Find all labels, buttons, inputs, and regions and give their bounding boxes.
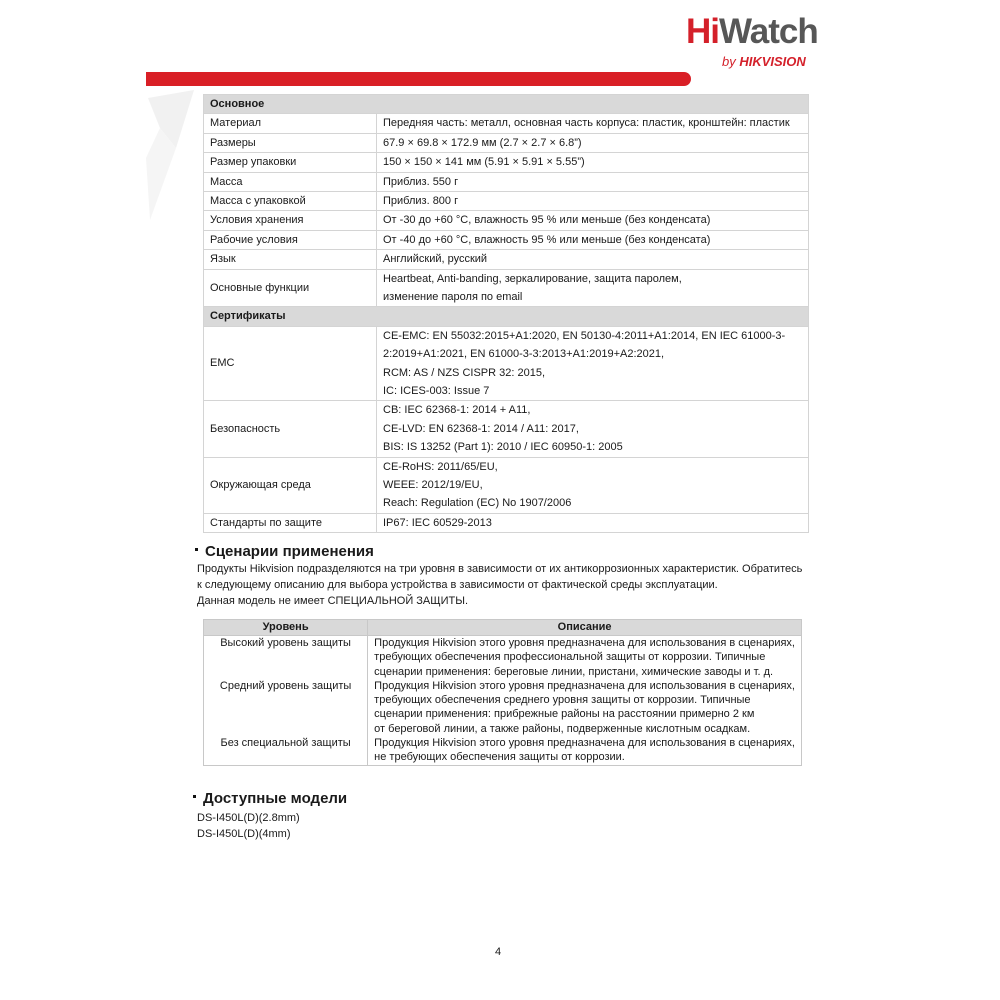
spec-label: Размеры	[204, 133, 377, 152]
spec-label: Размер упаковки	[204, 153, 377, 172]
levels-row	[204, 679, 802, 736]
spec-section-header	[204, 307, 809, 326]
spec-table	[203, 94, 809, 533]
level-name: Без специальной защиты	[204, 736, 368, 765]
intro-line: к следующему описанию для выбора устройства в зависимости от фактической среды эксплуатации.	[197, 579, 718, 591]
spec-section-title: Сертификаты	[204, 307, 809, 326]
spec-row	[204, 457, 809, 513]
spec-row	[204, 269, 809, 307]
spec-section-header	[204, 95, 809, 114]
spec-row	[204, 133, 809, 152]
spec-value: Английский, русский	[377, 250, 809, 269]
bullet-icon	[195, 548, 198, 551]
spec-value-line: Heartbeat, Anti-banding, зеркалирование, защита паролем,	[383, 272, 682, 285]
level-description: Продукция Hikvision этого уровня предназначена для использования в сценариях, требующих обеспечения профессиональной защиты от коррозии. Типичные сценарии применения: береговые линии, пристани, химические заводы и т. д.	[368, 636, 802, 679]
spec-value	[377, 401, 809, 457]
spec-value-line: BIS: IS 13252 (Part 1): 2010 / IEC 60950-1: 2005	[383, 441, 623, 454]
levels-header-row	[204, 620, 802, 636]
levels-col-level: Уровень	[204, 620, 368, 636]
models-heading: Доступные модели	[193, 791, 347, 806]
spec-value-line: IC: ICES-003: Issue 7	[383, 385, 490, 398]
level-name: Средний уровень защиты	[204, 679, 368, 736]
spec-value: От -30 до +60 °C, влажность 95 % или меньше (без конденсата)	[377, 211, 809, 230]
levels-col-description: Описание	[368, 620, 802, 636]
spec-value-line: CE-RoHS: 2011/65/EU,	[383, 460, 498, 473]
spec-value: От -40 до +60 °C, влажность 95 % или меньше (без конденсата)	[377, 230, 809, 249]
page-number: 4	[495, 946, 502, 958]
watermark-graphic	[146, 88, 206, 228]
hikvision-logo: by HIKVISION	[722, 54, 806, 69]
spec-row	[204, 172, 809, 191]
intro-line: Продукты Hikvision подразделяются на три уровня в зависимости от их антикоррозионных характеристик. Обратитесь	[197, 563, 803, 575]
spec-value-line: CE-LVD: EN 62368-1: 2014 / A11: 2017,	[383, 422, 579, 435]
spec-label: Безопасность	[204, 401, 377, 457]
spec-row	[204, 114, 809, 133]
spec-value: Приблиз. 800 г	[377, 192, 809, 211]
scenarios-intro	[197, 561, 802, 609]
spec-label: Материал	[204, 114, 377, 133]
spec-label: Стандарты по защите	[204, 513, 377, 532]
scenarios-heading: Сценарии применения	[195, 544, 374, 559]
level-description: Продукция Hikvision этого уровня предназначена для использования в сценариях, не требующих обеспечения защиты от коррозии.	[368, 736, 802, 765]
spec-row	[204, 192, 809, 211]
spec-value-line: WEEE: 2012/19/EU,	[383, 478, 483, 491]
spec-row	[204, 326, 809, 401]
spec-label: Масса	[204, 172, 377, 191]
spec-label: Условия хранения	[204, 211, 377, 230]
spec-row	[204, 153, 809, 172]
spec-row	[204, 230, 809, 249]
spec-label: Основные функции	[204, 269, 377, 307]
model-item: DS-I450L(D)(4mm)	[197, 828, 291, 840]
spec-value	[377, 326, 809, 401]
intro-line: Данная модель не имеет СПЕЦИАЛЬНОЙ ЗАЩИТЫ.	[197, 595, 469, 607]
protection-levels-table	[203, 619, 802, 766]
header-red-bar	[146, 72, 691, 86]
spec-row	[204, 401, 809, 457]
spec-value: 67.9 × 69.8 × 172.9 мм (2.7 × 2.7 × 6.8”)	[377, 133, 809, 152]
spec-label: Окружающая среда	[204, 457, 377, 513]
spec-section-title: Основное	[204, 95, 809, 114]
level-description: Продукция Hikvision этого уровня предназначена для использования в сценариях, требующих обеспечения среднего уровня защиты от коррозии. Типичные сценарии применения: прибрежные районы на расстоянии примерно 2 км от береговой линии, а также районы, подверженные кислотным осадкам.	[368, 679, 802, 736]
spec-label: EMC	[204, 326, 377, 401]
levels-row	[204, 736, 802, 765]
spec-value: Передняя часть: металл, основная часть корпуса: пластик, кронштейн: пластик	[377, 114, 809, 133]
levels-row	[204, 636, 802, 679]
spec-value	[377, 269, 809, 307]
bullet-icon	[193, 795, 196, 798]
spec-value-line: 2:2019+A1:2021, EN 61000-3-3:2013+A1:2019+A2:2021,	[383, 348, 665, 361]
spec-row	[204, 211, 809, 230]
spec-value: Приблиз. 550 г	[377, 172, 809, 191]
spec-value-line: RCM: AS / NZS CISPR 32: 2015,	[383, 366, 546, 379]
spec-row	[204, 513, 809, 532]
spec-value: IP67: IEC 60529-2013	[377, 513, 809, 532]
spec-row	[204, 250, 809, 269]
spec-label: Язык	[204, 250, 377, 269]
spec-value-line: изменение пароля по email	[383, 291, 523, 304]
spec-value-line: CE-EMC: EN 55032:2015+A1:2020, EN 50130-4:2011+A1:2014, EN IEC 61000-3-	[383, 329, 786, 342]
model-item: DS-I450L(D)(2.8mm)	[197, 812, 300, 824]
spec-value-line: CB: IEC 62368-1: 2014 + A11,	[383, 404, 531, 417]
spec-label: Масса с упаковкой	[204, 192, 377, 211]
hiwatch-logo: HiWatch	[686, 12, 818, 51]
spec-label: Рабочие условия	[204, 230, 377, 249]
spec-value-line: Reach: Regulation (EC) No 1907/2006	[383, 497, 572, 510]
level-name: Высокий уровень защиты	[204, 636, 368, 679]
spec-value: 150 × 150 × 141 мм (5.91 × 5.91 × 5.55”)	[377, 153, 809, 172]
spec-value	[377, 457, 809, 513]
